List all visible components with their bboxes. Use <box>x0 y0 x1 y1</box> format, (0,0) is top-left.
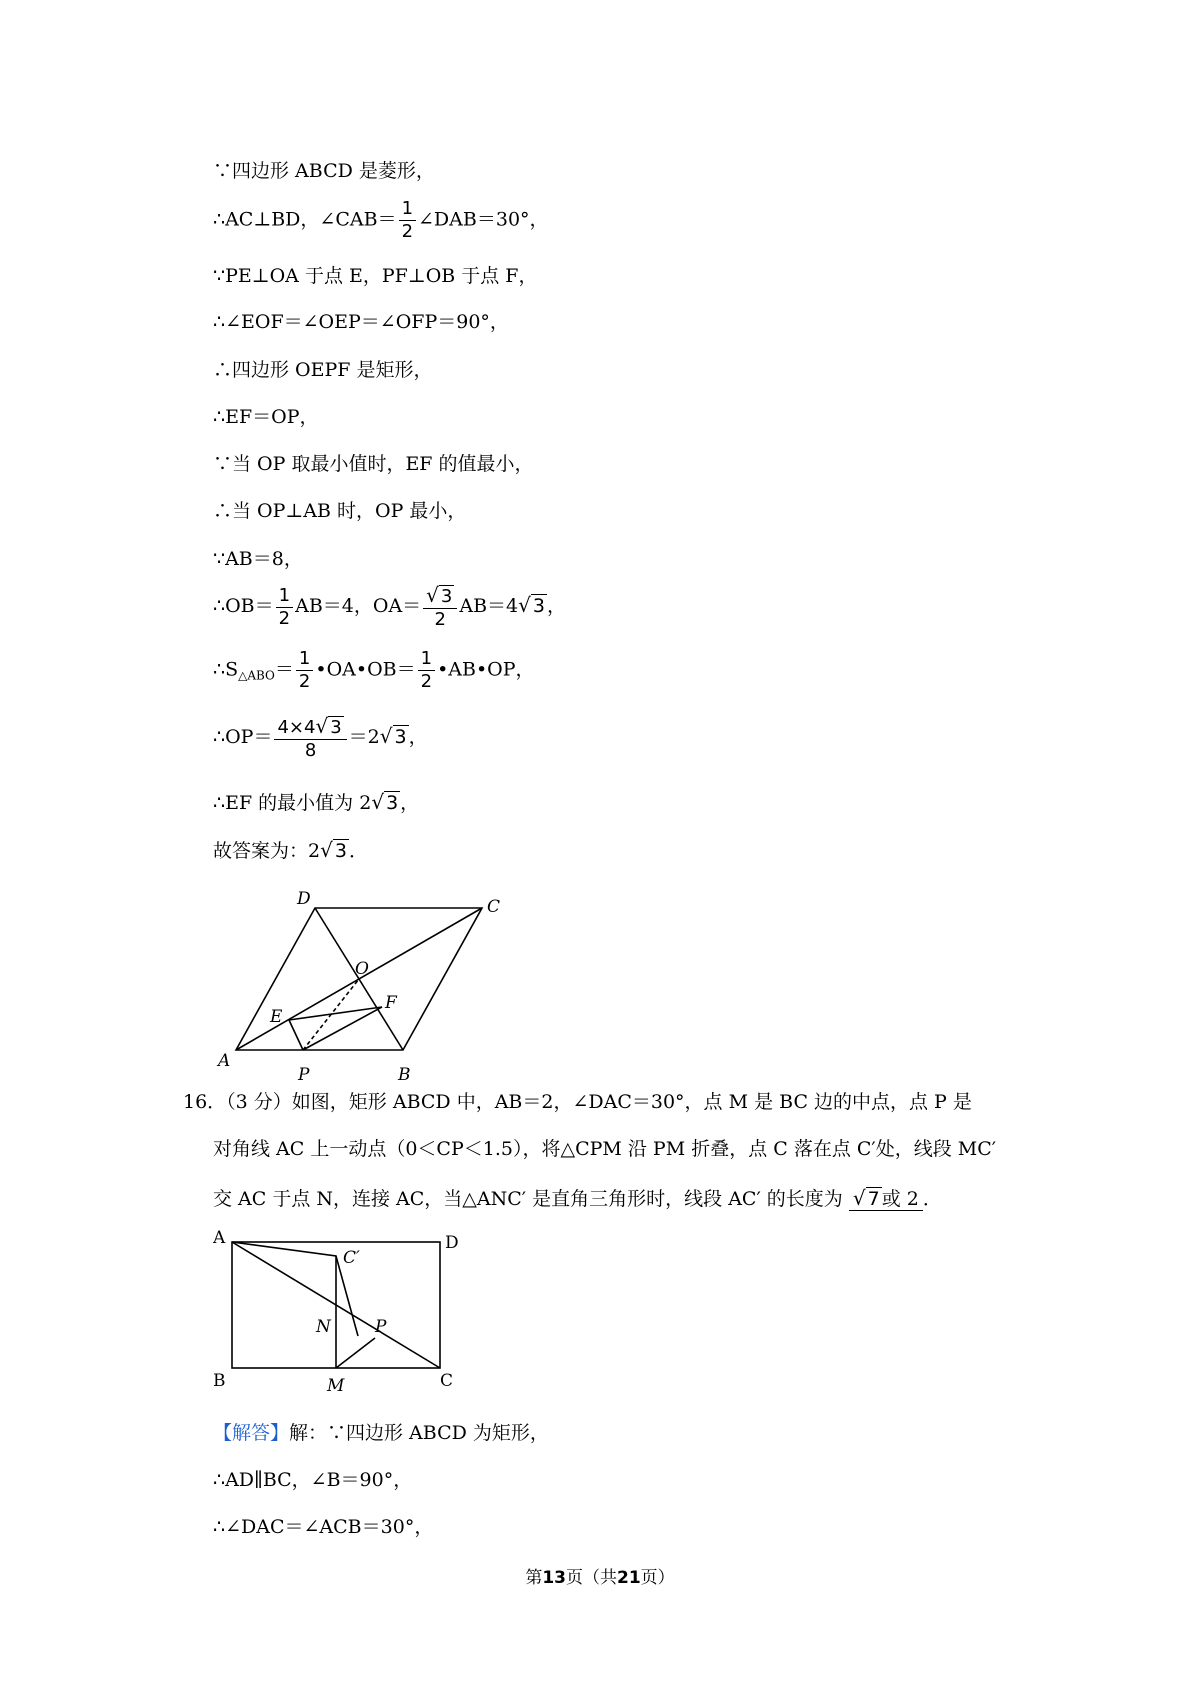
sqrt-3: √ 3 <box>518 593 545 617</box>
label-C: C <box>440 1371 454 1391</box>
rhombus-figure <box>200 882 520 1082</box>
fraction-half: $\frac{1}{2}$ <box>399 200 416 241</box>
page-total: 21 <box>617 1568 641 1588</box>
label-O: O <box>355 959 369 979</box>
sqrt-3: √ 3 <box>320 838 347 862</box>
fraction-sqrt3-over-2: $\frac{√ 3}{2}$ <box>423 585 457 629</box>
page-number: 13 <box>542 1568 566 1588</box>
label-P: P <box>298 1065 310 1082</box>
line-6: ∴EF＝OP， <box>213 406 319 428</box>
label-D: D <box>297 889 311 909</box>
line-14: 故答案为：2√ 3 ． <box>213 838 368 862</box>
fraction-op: $\frac{4\times 4√ 3}{8}$ <box>274 716 346 760</box>
label-D: D <box>445 1233 459 1253</box>
label-E: E <box>270 1007 283 1027</box>
label-F: F <box>385 993 397 1013</box>
label-A: A <box>213 1228 226 1248</box>
line-13: ∴EF 的最小值为 2√ 3 ， <box>213 790 420 814</box>
label-M: M <box>327 1376 345 1393</box>
rectangle-figure <box>205 1228 465 1393</box>
fraction-half: $\frac{1}{2}$ <box>418 650 435 691</box>
label-A: A <box>218 1051 231 1071</box>
fraction-half: $\frac{1}{2}$ <box>276 587 293 628</box>
label-N: N <box>316 1317 331 1337</box>
line-7: ∵当 OP 取最小值时，EF 的值最小， <box>213 453 534 475</box>
line-12: ∴OP＝ $\frac{4\times 4√ 3}{8}$ ＝2√ 3 ， <box>213 714 428 761</box>
line-10: ∴OB＝ $\frac{1}{2}$ AB＝4，OA＝ $\frac{√ 3}{2}$ AB＝4√ 3 ， <box>213 583 567 630</box>
line-5: ∴四边形 OEPF 是矩形， <box>213 359 433 381</box>
page-footer: 第13页（共21页） <box>525 1568 675 1588</box>
line-2-a: ∴AC⊥BD，∠CAB＝ <box>213 208 397 231</box>
label-C: C <box>487 897 501 917</box>
q16-line-3: 交 AC 于点 N，连接 AC，当△ANC′ 是直角三角形时，线段 AC′ 的长度为 √ 7 或 2 ． <box>213 1186 942 1210</box>
line-4: ∴∠EOF＝∠OEP＝∠OFP＝90°， <box>213 311 509 333</box>
line-1: ∵四边形 ABCD 是菱形， <box>213 160 435 182</box>
sqrt-3: √ 3 <box>371 790 399 814</box>
label-B: B <box>213 1371 226 1391</box>
line-9: ∵AB＝8， <box>213 548 303 570</box>
q16-line-2: 对角线 AC 上一动点（0＜CP＜1.5），将△CPM 沿 PM 折叠，点 C 落在点 C′处，线段 MC′ <box>213 1138 997 1160</box>
sqrt-3: √ 3 <box>379 724 407 748</box>
line-2-b: ∠DAB＝30°， <box>418 208 549 231</box>
solution-line-3: ∴∠DAC＝∠ACB＝30°， <box>213 1516 434 1538</box>
solution-line-1: 【解答】解：∵四边形 ABCD 为矩形， <box>213 1422 549 1444</box>
answer-blank: √ 7 或 2 <box>849 1188 923 1211</box>
line-8: ∴当 OP⊥AB 时，OP 最小， <box>213 500 467 522</box>
line-11: $\therefore S_{\triangle ABO}=$ $\frac{1}{2}$ •OA•OB＝ $\frac{1}{2}$ •AB•OP， <box>213 648 535 692</box>
line-2 <box>213 200 549 241</box>
solution-line-2: ∴AD∥BC，∠B＝90°， <box>213 1469 413 1491</box>
line-3: ∵PE⊥OA 于点 E，PF⊥OB 于点 F， <box>213 265 538 287</box>
answer-tag: 【解答】 <box>213 1422 290 1444</box>
label-B: B <box>398 1065 411 1082</box>
label-P: P <box>375 1317 387 1337</box>
q16-line-1: 16．（3 分）如图，矩形 ABCD 中，AB＝2，∠DAC＝30°，点 M 是 BC 边的中点，点 P 是 <box>183 1091 972 1113</box>
fraction-half: $\frac{1}{2}$ <box>296 650 313 691</box>
label-C-prime: C′ <box>343 1248 360 1268</box>
